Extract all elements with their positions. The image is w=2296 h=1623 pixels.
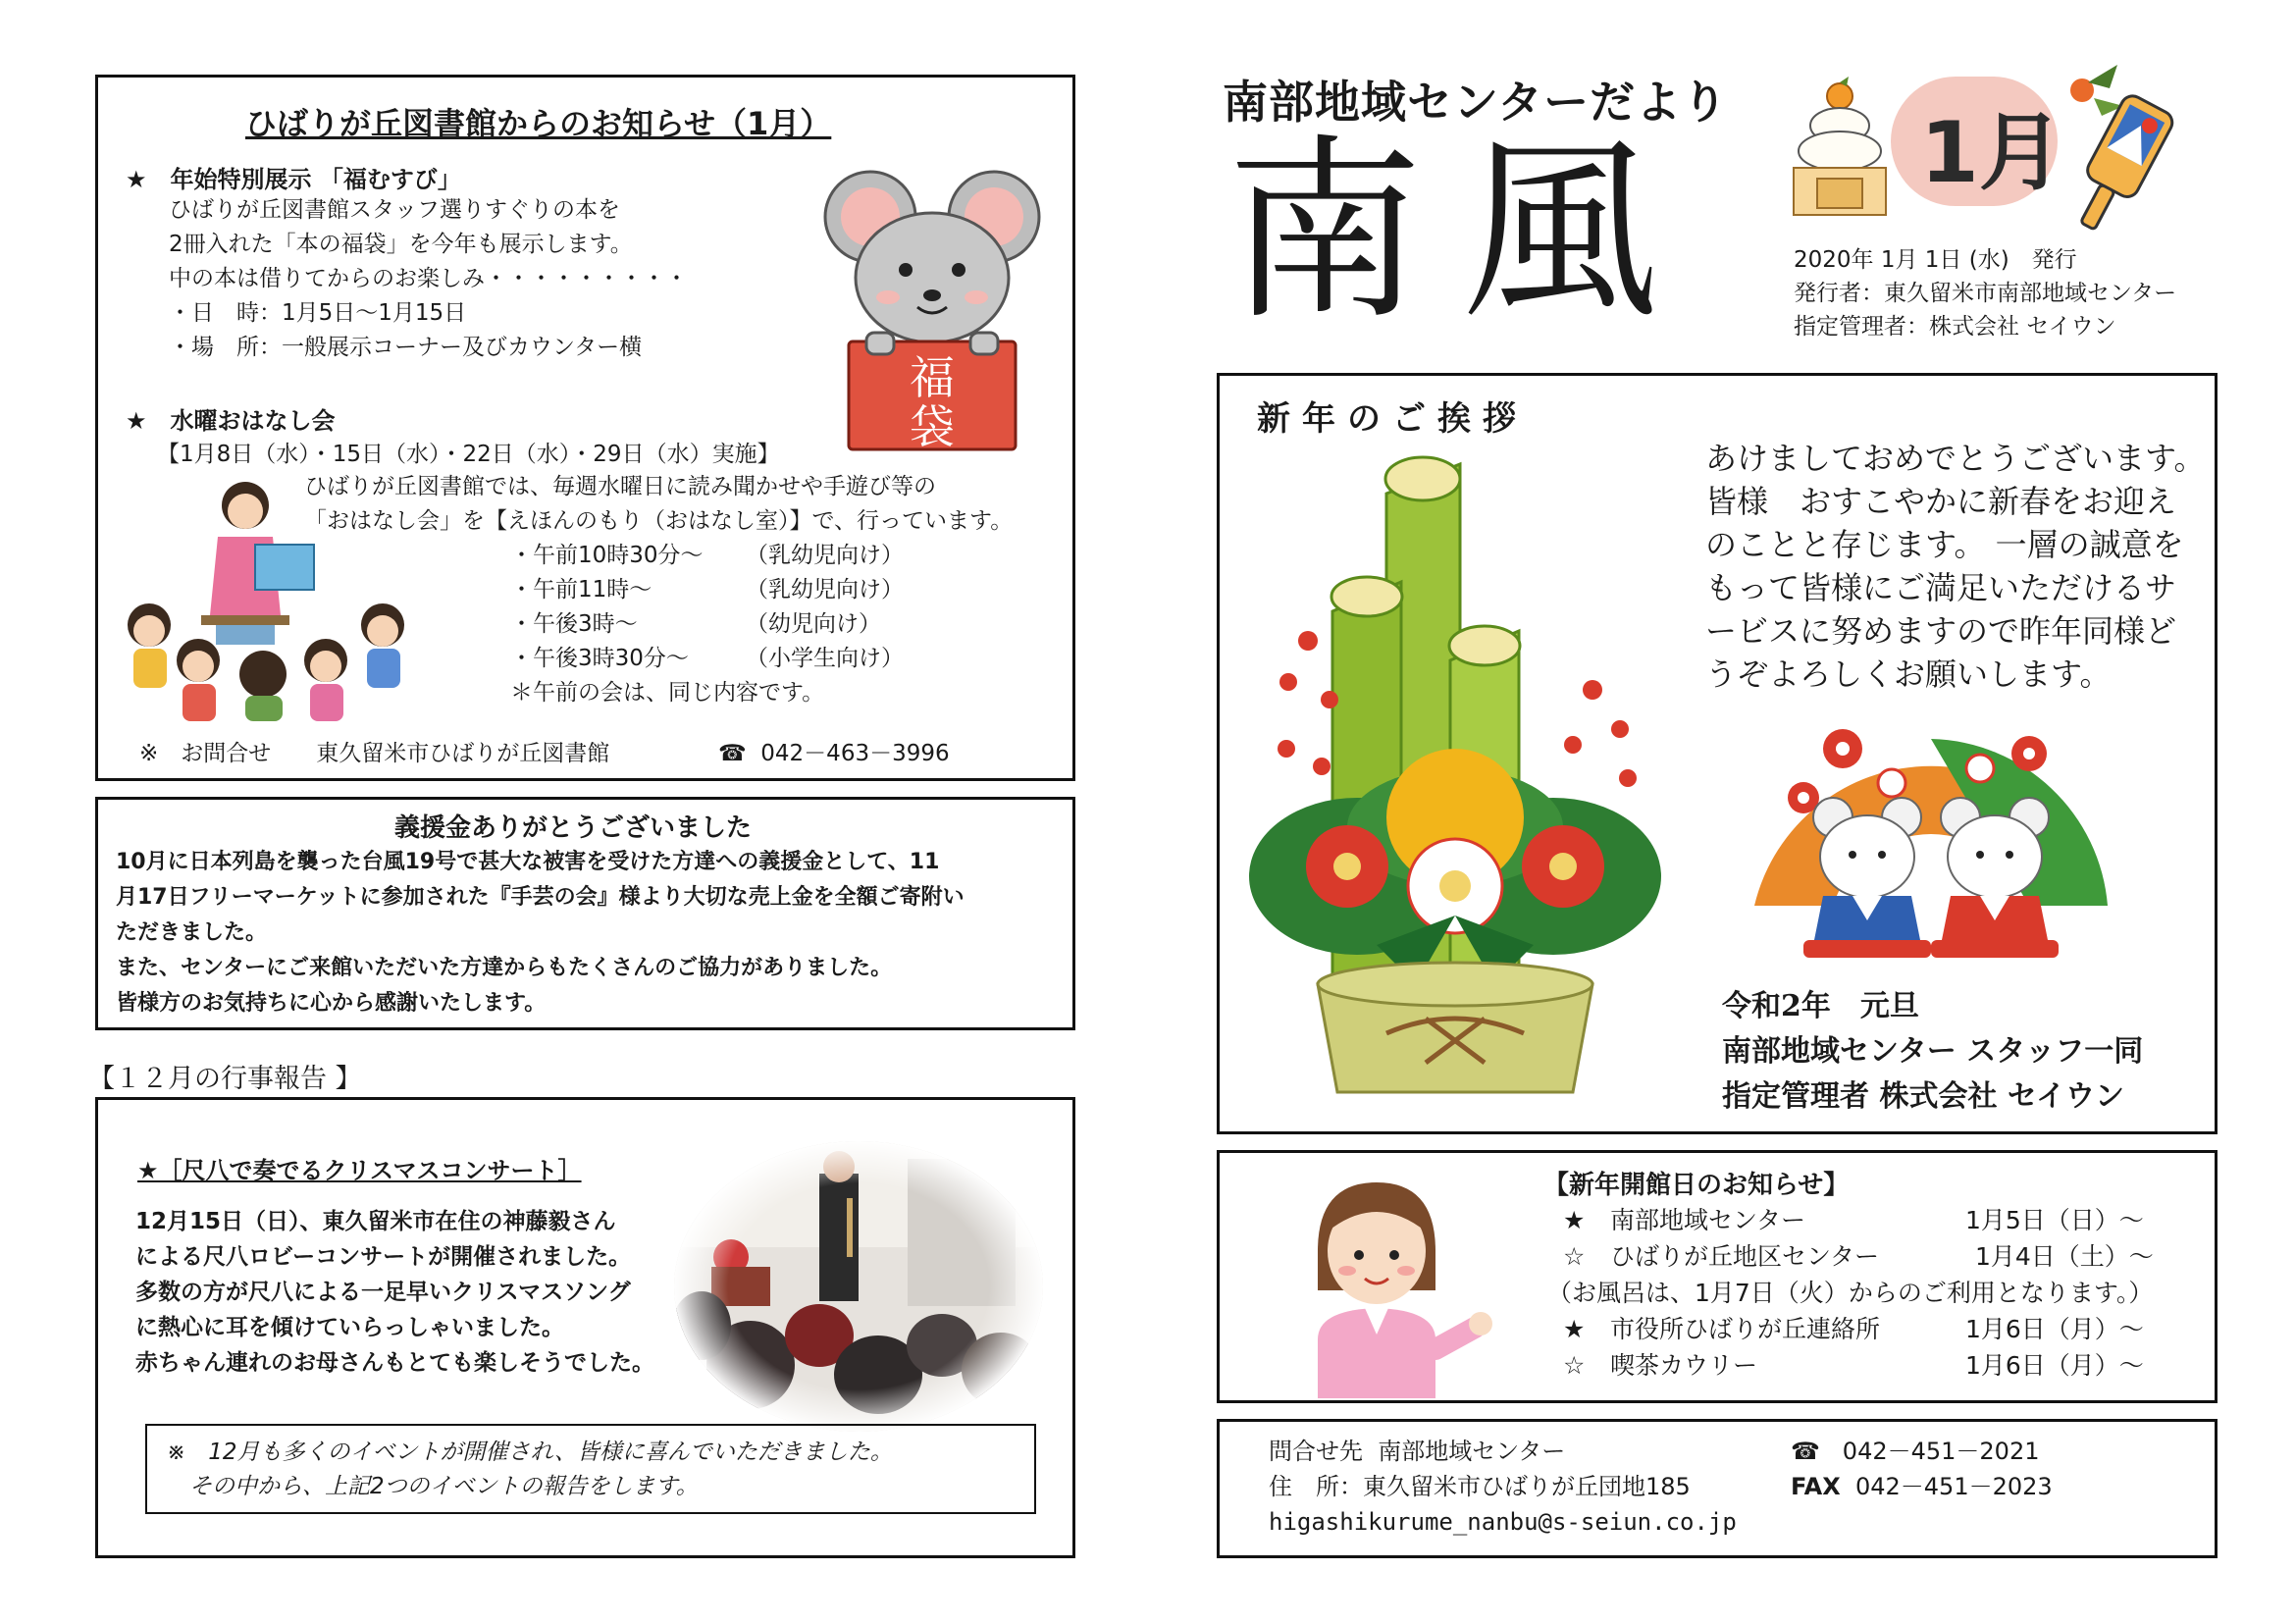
concert-photo <box>672 1139 1045 1434</box>
masthead-title: 南風 <box>1226 118 1698 346</box>
issue-date: 2020年 1月 1日 (水) 発行 <box>1794 247 2077 273</box>
greeting-signature: 令和2年 元旦 南部地域センター スタッフ一同 指定管理者 株式会社 セイウン <box>1722 989 2144 1114</box>
masthead-subtitle: 南部地域センターだより <box>1223 76 1729 129</box>
staff-woman-illustration <box>1288 1173 1494 1398</box>
masthead-info <box>1794 243 2176 343</box>
opening-row: ★ 南部地域センター 1月5日（日）～ <box>1563 1206 2144 1234</box>
opening-row: ☆ ひばりが丘地区センター 1月4日（土）～ <box>1563 1242 2154 1271</box>
phone-icon: ☎ <box>1791 1438 1820 1465</box>
report-event-title: ★［尺八で奏でるクリスマスコンサート］ <box>137 1157 582 1184</box>
opening-row: ☆ 喫茶カウリー 1月6日（月）～ <box>1563 1351 2144 1380</box>
donation-box <box>95 797 1075 1030</box>
report-note-box: ※ 12月も多くのイベントが開催され、皆様に喜んでいただきました。 その中から、上記2つのイベントの報告をします。 <box>145 1424 1036 1514</box>
kadomatsu-illustration <box>1239 454 1691 1102</box>
mouse-fukubukuro-illustration <box>809 160 1055 454</box>
storytime-text: ひばりが丘図書館では、毎週水曜日に読み聞かせや手遊び等の 「おはなし会」を【えほんのもり（おはなし室）】で、行っています。 <box>304 474 1014 534</box>
bath-note: （お風呂は、1月7日（火）からのご利用となります。） <box>1547 1279 2154 1307</box>
greeting-box <box>1217 373 2218 1134</box>
mice-fan-illustration <box>1735 700 2127 965</box>
donation-text: 10月に日本列島を襲った台風19号で甚大な被害を受けた方達への義援金として、11 月17日フリーマーケットに参加された『手芸の会』様より大切な売上金を全額ご寄附い ただきました。 また、センターにご来館いただいた方達からもたくさんのご協力がありました。 皆様方のお気持ちに心から感謝いたします。 <box>116 850 965 1016</box>
report-text: 12月15日（日）、東久留米市在住の神藤毅さん による尺八ロビーコンサートが開催されました。 多数の方が尺八による一足早いクリスマスソング に熱心に耳を傾けていらっしゃいました。 赤ちゃん連れのお母さんもとても楽しそうでした。 <box>135 1209 654 1376</box>
contact-label-line: 問合せ先 南部地域センター <box>1269 1438 1566 1465</box>
opening-row: ★ 市役所ひばりが丘連絡所 1月6日（月）～ <box>1563 1315 2144 1343</box>
library-phone: ☎ 042－463－3996 <box>718 741 950 766</box>
phone-icon: ☎ <box>718 741 747 766</box>
report-section-label: 【１２月の行事報告 】 <box>88 1064 362 1094</box>
special-exhibit-heading: ★ 年始特別展示 「福むすび」 <box>126 166 461 193</box>
report-box <box>95 1097 1075 1558</box>
storytime-heading: ★ 水曜おはなし会 <box>126 407 336 435</box>
opening-days-box <box>1217 1150 2218 1403</box>
contact-email[interactable]: higashikurume_nanbu@s-seiun.co.jp <box>1269 1508 1737 1536</box>
storytime-children-illustration <box>108 468 422 723</box>
fukubukuro-glyph-1: 福 <box>910 351 955 404</box>
contact-address: 住 所：東久留米市ひばりが丘団地185 <box>1269 1473 1691 1500</box>
donation-title: 義援金ありがとうございました <box>394 813 753 843</box>
fukubukuro-glyph-2: 袋 <box>910 400 955 453</box>
contact-fax: FAX 042－451－2023 <box>1791 1473 2053 1500</box>
hagoita-illustration <box>2059 59 2186 245</box>
library-notice-box: ひばりが丘図書館からのお知らせ（1月） ★ 年始特別展示 「福むすび」 ひばりが丘図書館スタッフ選りすぐりの本を 2冊入れた「本の福袋」を今年も展示します。 中の本は借りてからのお楽しみ・・・・・・・・・ ・日 時：1月5日～1月15日 ・場 所：一般展示コーナー及びカウンター横 福 袋 ★ 水曜おはなし会 【1月8日（水）・15日（水）・22日（水）・29日（水）実施】 ひばりが丘図書館では、毎週水曜日に読み聞かせや手遊び等の 「おはなし会」を【えほんのもり（おはなし室）】で、行っています。 ・午前10時30分～ （乳幼児向け） ・午前11時～ （乳幼児向け） ・午後3時～ （幼児向け） ・午後3時30分～ （小学生向け） ＊午前の会は、同じ内容です。 ※ お問合せ 東久留米市ひばりが丘図書館 ☎ 042－463－3996 <box>95 75 1075 781</box>
publisher: 発行者：東久留米市南部地域センター <box>1794 281 2177 306</box>
greeting-message: あけましておめでとうございます。 皆様 おすこやかに新春をお迎え のことと存じます。 一層の誠意を もって皆様にご満足いただけるサ ービスに努めますので昨年同様ど うぞよろしくお願いします。 <box>1705 440 2206 693</box>
opening-title: 【新年開館日のお知らせ】 <box>1543 1171 1850 1200</box>
contact-box <box>1217 1419 2218 1558</box>
month-label: 1月 <box>1920 104 2063 202</box>
opening-list <box>1547 1202 2191 1384</box>
special-exhibit-text: ひばりが丘図書館スタッフ選りすぐりの本を 2冊入れた「本の福袋」を今年も展示します。 中の本は借りてからのお楽しみ・・・・・・・・・ ・日 時：1月5日～1月15日 ・場 所：一般展示コーナー及びカウンター横 <box>169 197 688 360</box>
library-notice-title: ひばりが丘図書館からのお知らせ（1月） <box>245 105 832 142</box>
kagami-mochi-illustration <box>1786 75 1894 222</box>
greeting-title: 新年のご挨拶 <box>1257 399 1528 439</box>
library-contact: ※ お問合せ 東久留米市ひばりが丘図書館 <box>139 741 610 766</box>
storytime-dates: 【1月8日（水）・15日（水）・22日（水）・29日（水）実施】 <box>157 442 780 467</box>
contact-tel: ☎ 042－451－2021 <box>1791 1438 2040 1465</box>
designated-manager: 指定管理者：株式会社 セイウン <box>1794 314 2116 340</box>
